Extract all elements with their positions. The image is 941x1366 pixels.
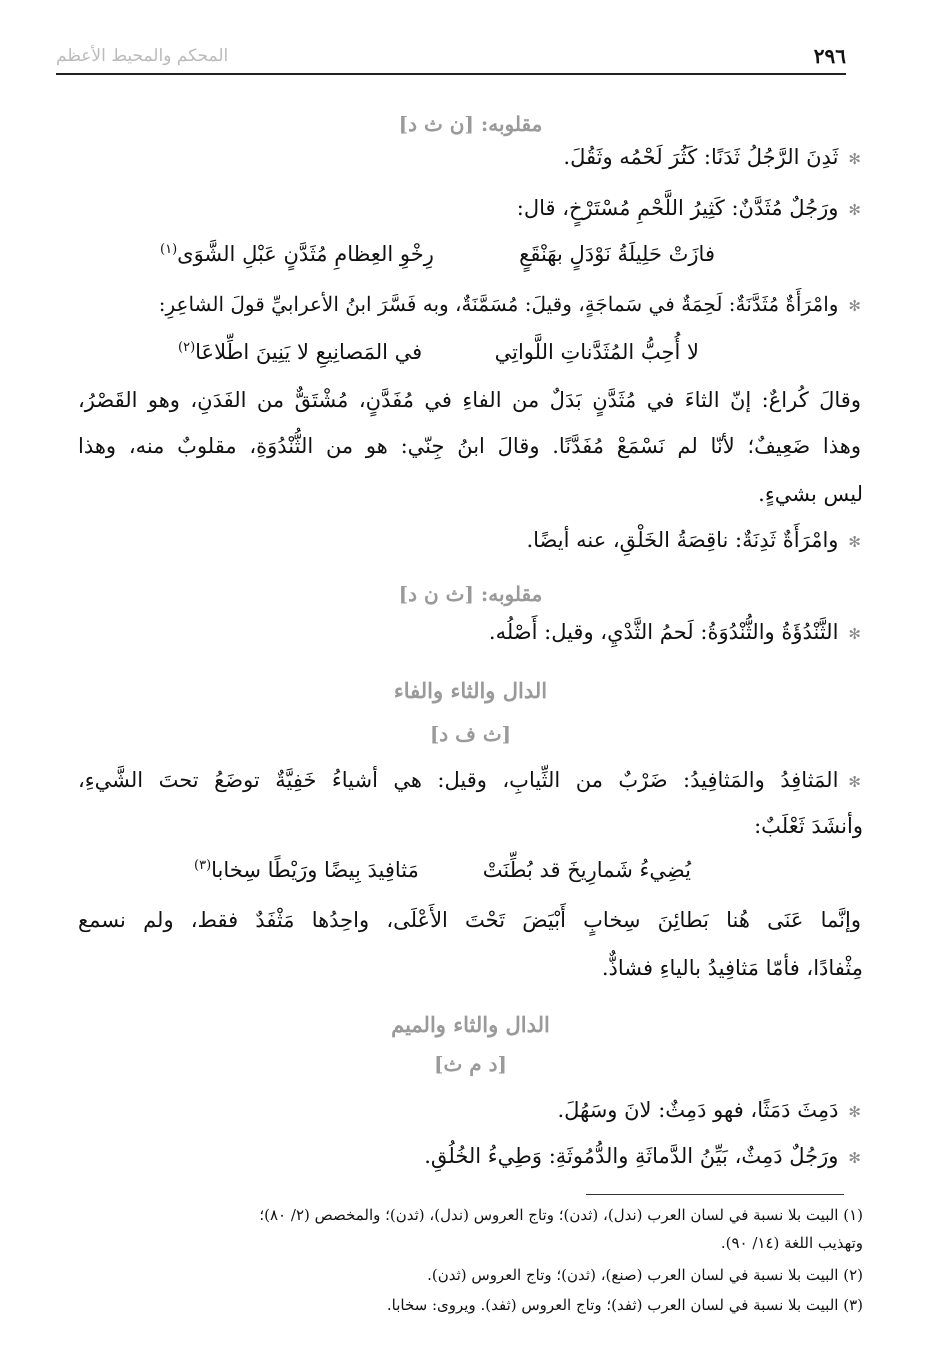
footnote-marker: (١) — [160, 242, 178, 257]
verse-1-first-hemistich: فازَتْ حَلِيلَةُ نَوْدَلٍ بهَنْقَعٍ — [519, 242, 715, 266]
asterisk-icon: ✻ — [848, 1149, 861, 1167]
entry-line-7: ✻ورَجُلٌ دَمِثٌ، بَيِّنُ الدَّماثَةِ والدُّمُوثَةِ: وَطِيءُ الخُلُقِ. — [424, 1144, 861, 1168]
paragraph-2-line-2: وأنشَدَ ثَعْلَبٌ: — [754, 814, 863, 838]
paragraph-3-line-1: وإنَّما عَنَى هُنا بَطائِنَ سِخابٍ أَبْيَضَ تَحْتَ الأَعْلَى، واحِدُها مَثْفَدٌ فقط، ولم نسمع — [78, 908, 861, 932]
page-header — [56, 40, 846, 74]
asterisk-icon: ✻ — [848, 625, 861, 643]
entry-line-2: ✻ورَجُلٌ مُثَدَّنٌ: كَثِيرُ اللَّحْمِ مُسْتَرْخٍ، قال: — [516, 196, 861, 220]
asterisk-icon: ✻ — [848, 1103, 861, 1121]
paragraph-1-line-1: وقالَ كُراعٌ: إنّ الثاءَ في مُثَدَّنٍ بَدَلٌ من الفاءِ في مُفَدَّنٍ، مُشْتَقٌّ من الفَدَنِ، وهو القَصْرُ، — [78, 388, 861, 412]
footnote-1-line-2: وتهذيب اللغة (١٤/ ٩٠). — [720, 1234, 863, 1252]
asterisk-icon: ✻ — [848, 150, 861, 168]
entry-line-5: ✻الثَّنْدُؤَةُ والثُّنْدُوَةُ: لَحمُ الثَّدْيِ، وقيل: أَصْلُه. — [488, 620, 861, 644]
footnote-marker: (٣) — [194, 858, 212, 873]
paragraph-1-line-3: ليس بشيءٍ. — [758, 482, 863, 506]
header-rule — [56, 73, 846, 75]
verse-2-second-hemistich: في المَصانِيعِ لا يَنِينَ اطِّلاعَا$^{(٢)}$ — [178, 340, 423, 364]
running-title: المحكم والمحيط الأعظم — [56, 46, 229, 66]
verse-3-first-hemistich: يُضِيءُ شَمارِيخَ قد بُطِّنَتْ — [482, 858, 691, 882]
entry-line-1: ✻ثَدِنَ الرَّجُلُ ثَدَنًا: كَثُرَ لَحْمُه وثَقُلَ. — [563, 145, 861, 169]
chapter-heading-dal-tha-mim: الدال والثاء والميم — [391, 1012, 550, 1037]
verse-2-first-hemistich: لا أُحِبُّ المُثَدَّناتِ اللَّواتِي — [494, 340, 699, 364]
entry-line-4: ✻وامْرَأَةٌ ثَدِنَةٌ: ناقِصَةُ الخَلْقِ، عنه أيضًا. — [526, 528, 861, 552]
footnote-1-line-1: (١) البيت بلا نسبة في لسان العرب (ندل)، (ثدن)؛ وتاج العروس (ندل)، (ثدن)؛ والمخصص (٢/ ٨٠)؛ — [259, 1206, 863, 1224]
paragraph-3-line-2: مِثْفادًا، فأمّا مَثافِيدُ بالياءِ فشاذٌّ. — [601, 956, 863, 980]
footnote-marker: (٢) — [178, 340, 196, 355]
entry-line-6: ✻دَمِثَ دَمَثًا، فهو دَمِثٌ: لانَ وسَهُلَ. — [557, 1098, 861, 1122]
entry-line-3: ✻وامْرَأَةٌ مُثَدَّنَةٌ: لَحِمَةٌ في سَماجَةٍ، وقيلَ: مُسَمَّنَةٌ، وبه فَسَّرَ ابنُ الأعرابيِّ قولَ الشاعِرِ: — [158, 292, 861, 316]
asterisk-icon: ✻ — [848, 297, 861, 315]
chapter-heading-dal-tha-fa: الدال والثاء والفاء — [393, 678, 548, 703]
section-heading-maqlub-1: مقلوبه: [ن ث د] — [398, 112, 543, 136]
root-heading-thfd: [ث ف د] — [429, 722, 512, 746]
footnote-3: (٣) البيت بلا نسبة في لسان العرب (ثفد)؛ وتاج العروس (ثفد). ويروى: سخابا. — [386, 1296, 863, 1314]
footnote-separator — [586, 1194, 844, 1195]
asterisk-icon: ✻ — [848, 533, 861, 551]
page-number: ٢٩٦ — [813, 44, 846, 68]
verse-3-second-hemistich: مَثافِيدَ بِيضًا ورَيْطًا سِخابا$^{(٣)}$ — [194, 858, 419, 882]
paragraph-1-line-2: وهذا ضَعِيفٌ؛ لأنّا لم نَسْمَعْ مُفَدَّنًا. وقالَ ابنُ جِنّي: هو من الثُّنْدُوَةِ، مقلوبٌ منه، وهذا — [78, 434, 861, 458]
asterisk-icon: ✻ — [848, 773, 861, 791]
root-heading-dmth: [د م ث] — [434, 1052, 507, 1076]
verse-1-second-hemistich: رِخْوِ العِظامِ مُثَدَّنٍ عَبْلِ الشَّوَى$^{(١)}$ — [160, 242, 434, 266]
footnote-2: (٢) البيت بلا نسبة في لسان العرب (صنع)، (ثدن)؛ وتاج العروس (ثدن). — [427, 1266, 863, 1284]
section-heading-maqlub-2: مقلوبه: [ث ن د] — [398, 582, 543, 606]
asterisk-icon: ✻ — [848, 201, 861, 219]
paragraph-2-line-1: ✻المَثافِدُ والمَثافِيدُ: ضَرْبٌ من الثِّيابِ، وقيل: هي أشياءُ خَفِيَّةٌ توضَعُ تحتَ الشَّيءِ، — [78, 768, 861, 792]
